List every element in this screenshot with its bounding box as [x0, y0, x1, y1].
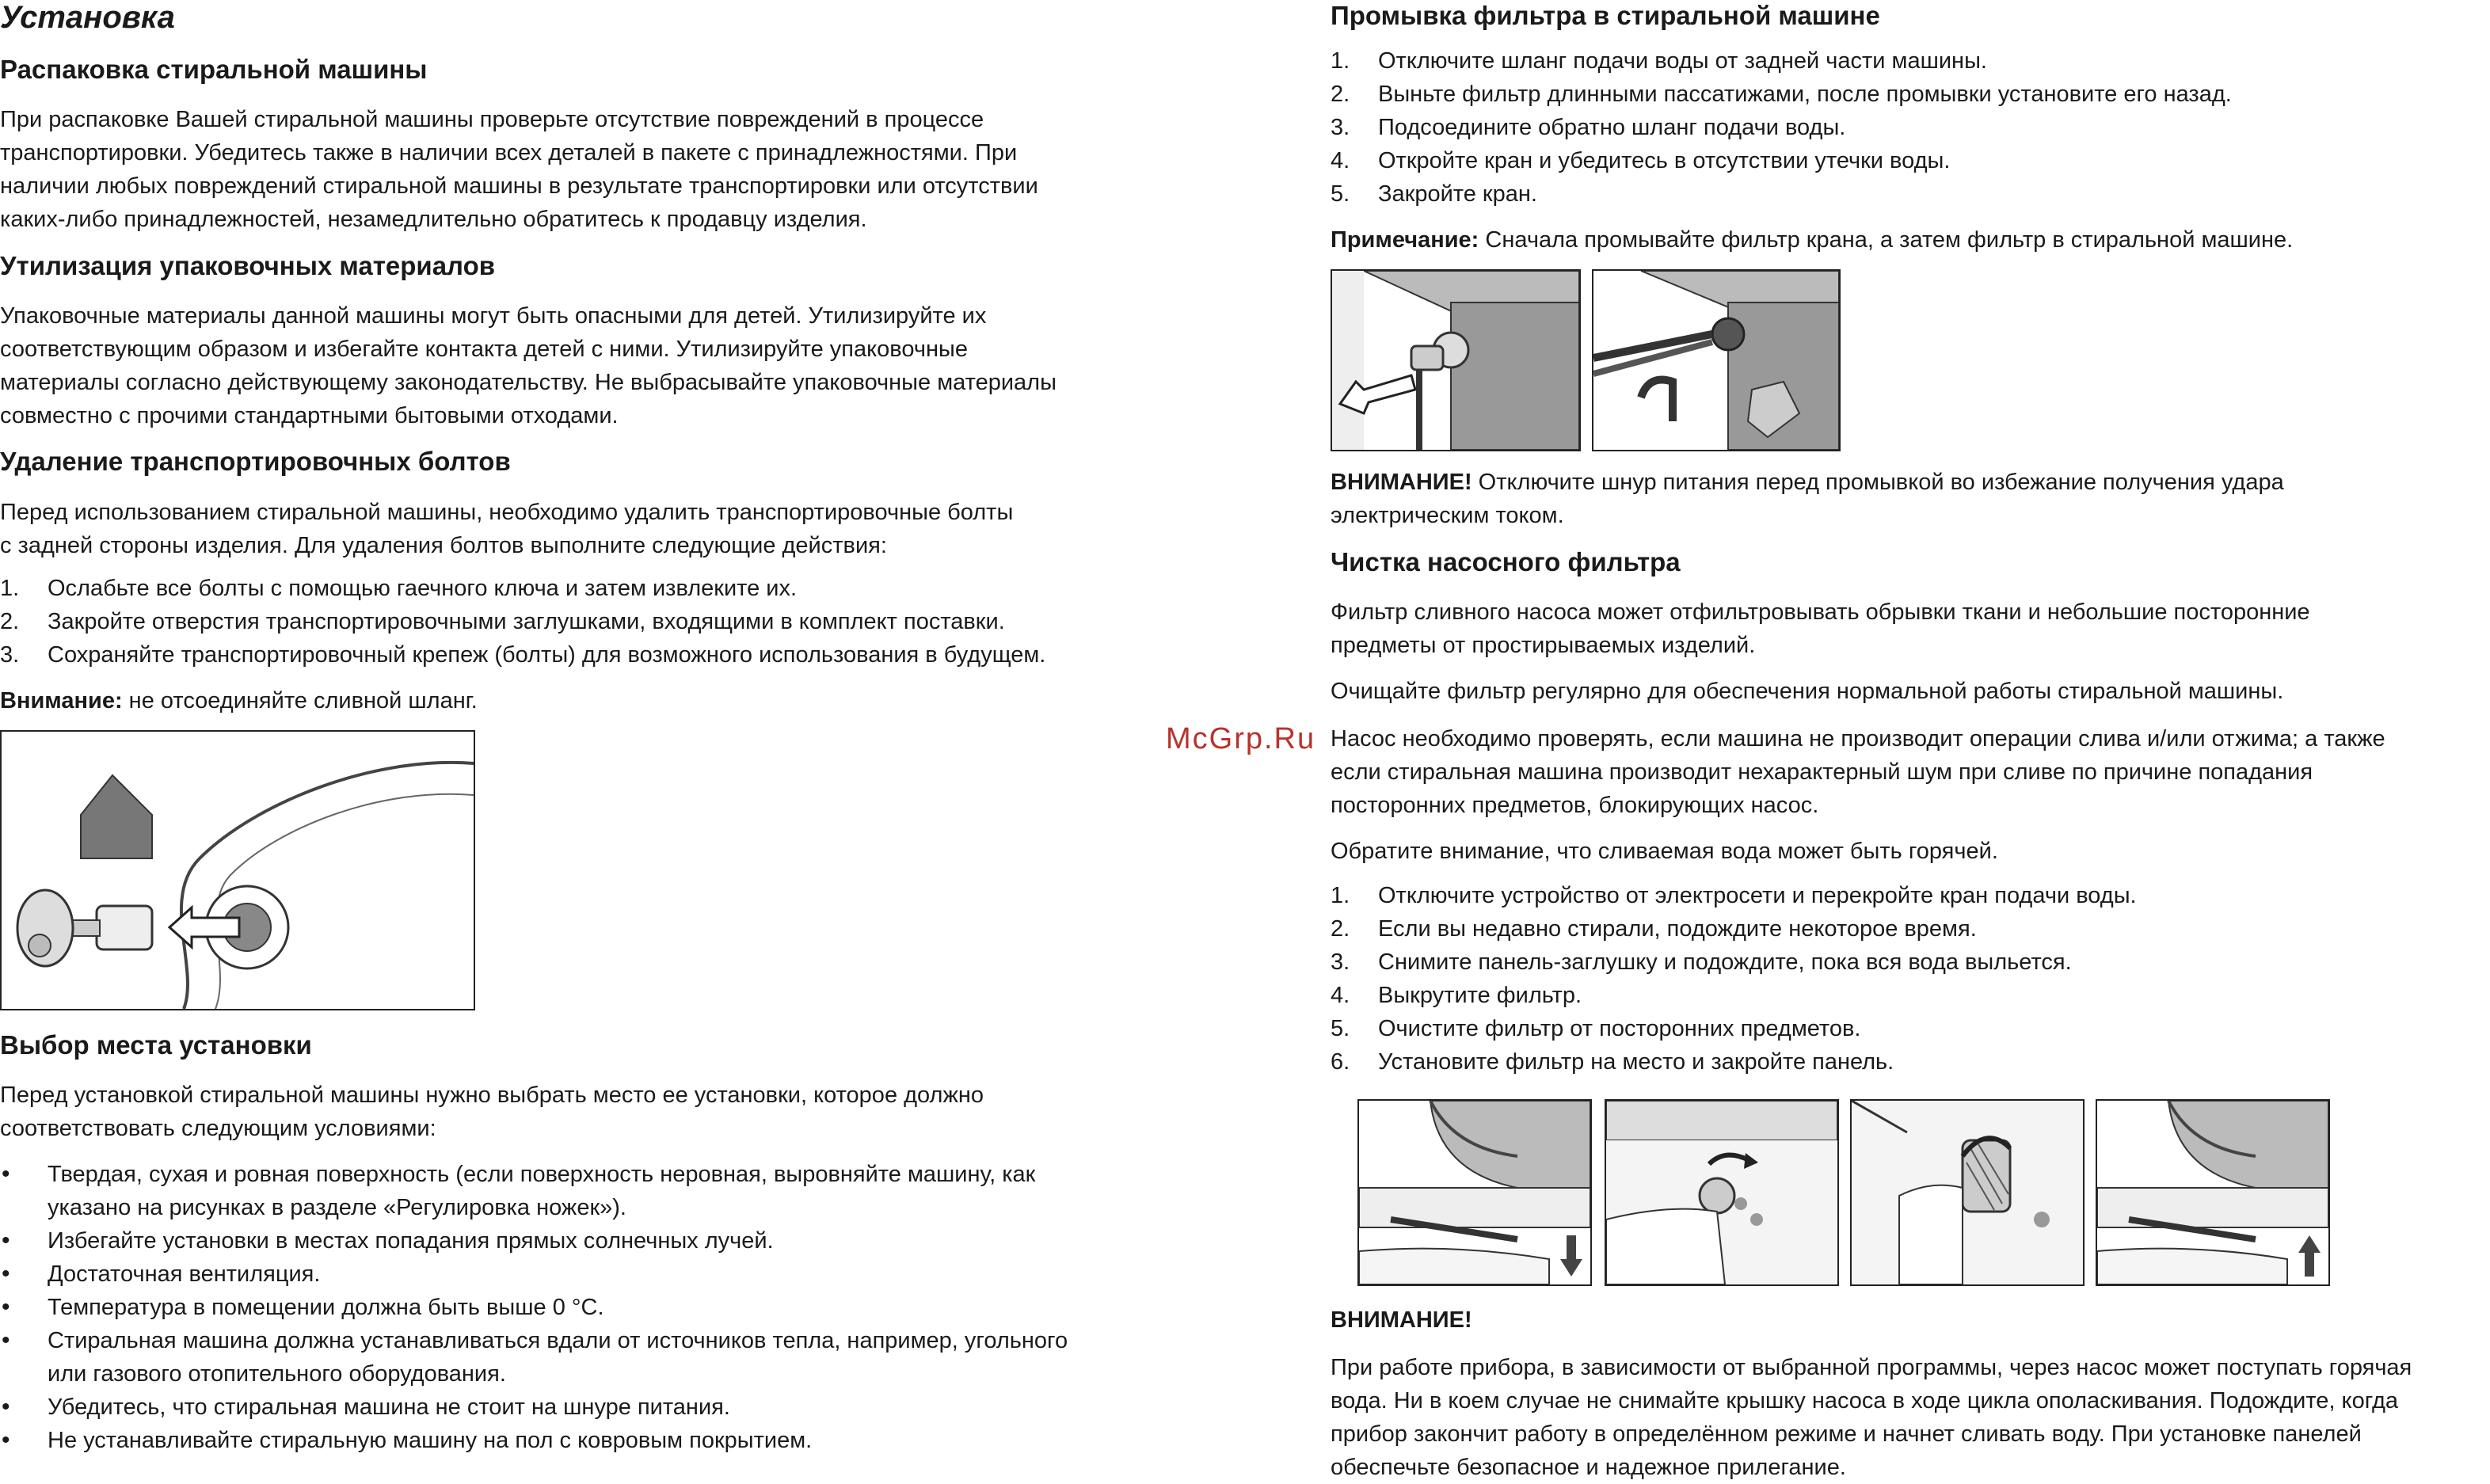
text-line: транспортировки. Убедитесь также в наличии всех деталей в пакете с принадлежностями. При: [0, 140, 1018, 166]
step-number: 5.: [1331, 1016, 1350, 1041]
text-line: Обратите внимание, что сливаемая вода может быть горячей.: [1331, 839, 1998, 864]
text-line: При распаковке Вашей стиральной машины проверьте отсутствие повреждений в процессе: [0, 107, 984, 132]
pump-paragraph-2: [1331, 675, 2283, 708]
pump-paragraph-1: [1331, 596, 2310, 662]
disposal-text: [0, 299, 1057, 432]
list-item: [0, 1224, 1140, 1258]
step-text: Выкрутите фильтр.: [1378, 983, 1582, 1008]
step-text: Выньте фильтр длинными пассатижами, после промывки установите его назад.: [1378, 82, 2232, 107]
disposal-heading: Утилизация упаковочных материалов: [0, 251, 496, 280]
bullet-line: Не устанавливайте стиральную машину на пол с ковровым покрытием.: [48, 1428, 813, 1453]
text-line: соответствовать следующим условиями:: [0, 1116, 436, 1141]
pump-warning-text: [1331, 1351, 2412, 1484]
step-text: Откройте кран и убедитесь в отсутствии утечки воды.: [1378, 148, 1951, 173]
list-item: [0, 1391, 1140, 1424]
note-label: Примечание:: [1331, 227, 1479, 253]
bolt-removal-figure: [0, 730, 475, 1010]
pump-paragraph-4: [1331, 835, 1998, 868]
place-text: [0, 1079, 984, 1145]
step-number: 3.: [1331, 949, 1350, 975]
panel-open-illustration: [1359, 1101, 1590, 1284]
list-item: [1331, 177, 2479, 211]
step-text: Если вы недавно стирали, подождите некоторое время.: [1378, 916, 1977, 942]
hose-disconnect-illustration: [1332, 271, 1579, 450]
panel-close-illustration: [2097, 1101, 2328, 1284]
list-item: [1331, 1045, 2479, 1079]
text-line: Фильтр сливного насоса может отфильтровывать обрывки ткани и небольшие посторонние: [1331, 599, 2310, 625]
pump-step-figure-1: [1357, 1099, 1592, 1286]
hose-disconnect-figure: [1331, 269, 1581, 451]
list-item: [0, 1291, 1140, 1324]
warning-text: не отсоединяйте сливной шланг.: [122, 688, 478, 713]
bullet-line: или газового отопительного оборудования.: [48, 1361, 506, 1387]
unpack-heading: Распаковка стиральной машины: [0, 55, 428, 84]
bullet-line: Убедитесь, что стиральная машина не стоит на шнуре питания.: [48, 1395, 730, 1420]
text-line: материалы согласно действующему законодательству. Не выбрасывайте упаковочные материалы: [0, 370, 1057, 395]
step-number: 2.: [0, 609, 20, 634]
step-text: Снимите панель-заглушку и подождите, пока вся вода выльется.: [1378, 949, 2072, 975]
pump-step-figure-2: [1605, 1099, 1839, 1286]
step-text: Отключите устройство от электросети и перекройте кран подачи воды.: [1378, 883, 2137, 908]
text-line: совместно с прочими стандартными бытовыми отходами.: [0, 403, 619, 428]
step-text: Закройте отверстия транспортировочными заглушками, входящими в комплект поставки.: [48, 609, 1005, 634]
text-line: прибор закончит работу в определённом режиме и начнет сливать воду. При установке панелей: [1331, 1421, 2362, 1447]
text-line: каких-либо принадлежностей, незамедлительно обратитесь к продавцу изделия.: [0, 207, 867, 232]
place-heading: Выбор места установки: [0, 1030, 312, 1060]
text-line: вода. Ни в коем случае не снимайте крышку насоса в ходе цикла ополаскивания. Подождите, когда: [1331, 1388, 2399, 1414]
text-line: Перед установкой стиральной машины нужно выбрать место ее установки, которое должно: [0, 1083, 984, 1108]
bolt-removal-illustration: [2, 732, 474, 1009]
list-item: [0, 1324, 1140, 1391]
bullet-line: указано на рисунках в разделе «Регулировка ножек»).: [48, 1195, 626, 1220]
filter-pliers-figure: [1592, 269, 1841, 451]
step-number: 1.: [0, 576, 20, 601]
warning-text: Отключите шнур питания перед промывкой во избежание получения удара: [1472, 470, 2284, 495]
step-number: 3.: [0, 642, 20, 668]
step-text: Закройте кран.: [1378, 181, 1537, 207]
step-number: 1.: [1331, 883, 1350, 908]
bullet-line: Стиральная машина должна устанавливаться вдали от источников тепла, например, угольного: [48, 1328, 1068, 1353]
list-item: [1331, 111, 2479, 144]
filter-remove-illustration: [1852, 1101, 2083, 1284]
text-line: предметы от простирываемых изделий.: [1331, 633, 1756, 658]
step-text: Отключите шланг подачи воды от задней части машины.: [1378, 48, 1987, 74]
watermark: McGrp.Ru: [1166, 722, 1316, 755]
bullet-line: Твердая, сухая и ровная поверхность (если поверхность неровная, выровняйте машину, как: [48, 1162, 1036, 1187]
filter-wash-heading: Промывка фильтра в стиральной машине: [1331, 1, 1880, 30]
step-text: Подсоедините обратно шланг подачи воды.: [1378, 115, 1846, 140]
bolts-warning: [0, 684, 478, 717]
list-item: [1331, 144, 2479, 177]
pump-step-figure-4: [2096, 1099, 2330, 1286]
bolts-text: [0, 496, 1013, 562]
text-line: если стиральная машина производит нехарактерный шум при сливе по причине попадания: [1331, 759, 2313, 785]
bolts-steps: [0, 572, 1140, 672]
text-line: Упаковочные материалы данной машины могут быть опасными для детей. Утилизируйте их: [0, 303, 987, 329]
pump-step-figure-3: [1850, 1099, 2085, 1286]
bullet-line: Достаточная вентиляция.: [48, 1261, 321, 1287]
step-text: Ослабьте все болты с помощью гаечного ключа и затем извлеките их.: [48, 576, 798, 601]
list-item: [1331, 912, 2479, 946]
list-item: [0, 605, 1140, 638]
warning-label: Внимание:: [0, 688, 123, 713]
step-number: 2.: [1331, 82, 1350, 107]
warning-text: электрическим током.: [1331, 503, 1564, 528]
filter-wash-warning: [1331, 466, 2284, 532]
pump-warning-heading: [1331, 1303, 1472, 1337]
step-text: Установите фильтр на место и закройте панель.: [1378, 1049, 1894, 1075]
step-number: 2.: [1331, 916, 1350, 942]
text-line: с задней стороны изделия. Для удаления болтов выполните следующие действия:: [0, 533, 887, 558]
step-number: 1.: [1331, 48, 1350, 74]
pump-heading: Чистка насосного фильтра: [1331, 547, 1681, 576]
step-number: 4.: [1331, 983, 1350, 1008]
list-item: [0, 1424, 1140, 1457]
text-line: Насос необходимо проверять, если машина не производит операции слива и/или отжима; а также: [1331, 726, 2385, 752]
text-line: Перед использованием стиральной машины, необходимо удалить транспортировочные болты: [0, 500, 1014, 525]
unpack-text: [0, 103, 1038, 236]
list-item: [1331, 44, 2479, 78]
list-item: [1331, 1012, 2479, 1045]
step-number: 6.: [1331, 1049, 1350, 1075]
step-number: 4.: [1331, 148, 1350, 173]
filter-wash-steps: [1331, 44, 2479, 211]
page-title: Установка: [0, 0, 175, 35]
text-line: обеспечьте безопасное и надежное прилегание.: [1331, 1455, 1846, 1480]
bolts-heading: Удаление транспортировочных болтов: [0, 447, 511, 476]
step-number: 5.: [1331, 181, 1350, 207]
list-item: [0, 638, 1140, 672]
list-item: [0, 1158, 1140, 1224]
text-line: Очищайте фильтр регулярно для обеспечения нормальной работы стиральной машины.: [1331, 679, 2284, 704]
list-item: [1331, 78, 2479, 111]
warning-label: ВНИМАНИЕ!: [1331, 1307, 1472, 1333]
list-item: [0, 572, 1140, 605]
text-line: При работе прибора, в зависимости от выбранной программы, через насос может поступать горячая: [1331, 1355, 2412, 1380]
filter-unscrew-illustration: [1606, 1101, 1837, 1284]
step-text: Очистите фильтр от посторонних предметов.: [1378, 1016, 1861, 1041]
list-item: [0, 1258, 1140, 1291]
warning-label: ВНИМАНИЕ!: [1331, 470, 1472, 495]
place-conditions: [0, 1158, 1140, 1457]
bullet-line: Температура в помещении должна быть выше 0 °С.: [48, 1295, 604, 1320]
step-number: 3.: [1331, 115, 1350, 140]
step-text: Сохраняйте транспортировочный крепеж (болты) для возможного использования в будущем.: [48, 642, 1046, 668]
list-item: [1331, 946, 2479, 979]
text-line: наличии любых повреждений стиральной машины в результате транспортировки или отсутствии: [0, 173, 1038, 199]
filter-pliers-illustration: [1593, 271, 1839, 450]
list-item: [1331, 879, 2479, 912]
note-text: Сначала промывайте фильтр крана, а затем фильтр в стиральной машине.: [1479, 227, 2294, 253]
text-line: соответствующим образом и избегайте контакта детей с ними. Утилизируйте упаковочные: [0, 337, 968, 362]
text-line: посторонних предметов, блокирующих насос.: [1331, 793, 1819, 818]
pump-paragraph-3: [1331, 722, 2385, 822]
list-item: [1331, 979, 2479, 1012]
filter-wash-note: [1331, 223, 2293, 257]
pump-steps: [1331, 879, 2479, 1079]
bullet-line: Избегайте установки в местах попадания прямых солнечных лучей.: [48, 1228, 774, 1254]
